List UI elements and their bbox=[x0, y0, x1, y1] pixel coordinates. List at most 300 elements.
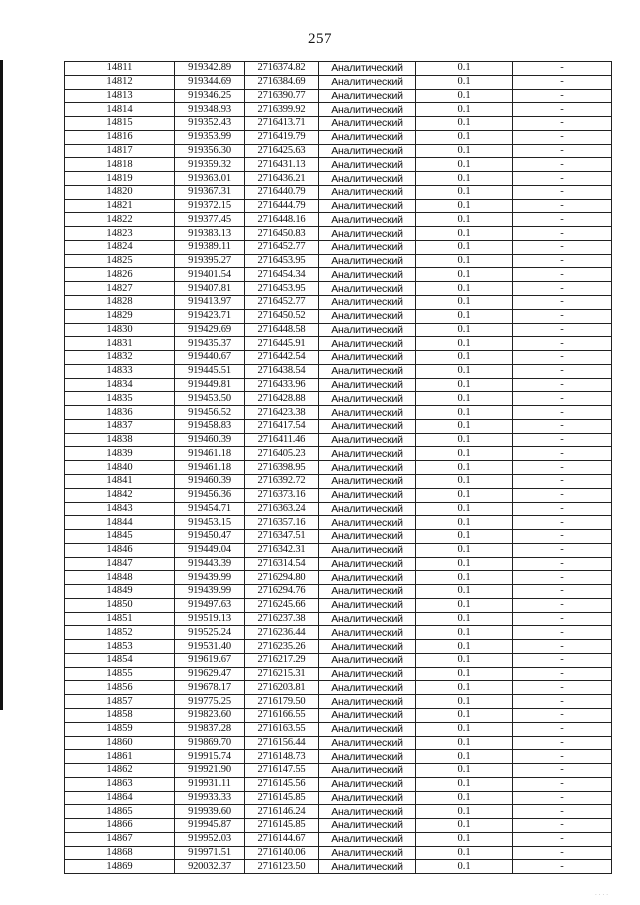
point-number-cell: 14855 bbox=[65, 667, 175, 681]
x-coordinate-cell: 919439.99 bbox=[175, 571, 245, 585]
note-cell: - bbox=[513, 846, 612, 860]
accuracy-cell: 0.1 bbox=[416, 681, 513, 695]
note-cell: - bbox=[513, 736, 612, 750]
y-coordinate-cell: 2716419.79 bbox=[245, 130, 319, 144]
table-row bbox=[65, 268, 612, 282]
note-cell: - bbox=[513, 722, 612, 736]
y-coordinate-cell: 2716163.55 bbox=[245, 722, 319, 736]
y-coordinate-cell: 2716453.95 bbox=[245, 282, 319, 296]
point-number-cell: 14867 bbox=[65, 832, 175, 846]
y-coordinate-cell: 2716215.31 bbox=[245, 667, 319, 681]
x-coordinate-cell: 919352.43 bbox=[175, 117, 245, 131]
method-cell: Аналитический bbox=[319, 695, 416, 709]
table-row bbox=[65, 282, 612, 296]
method-cell: Аналитический bbox=[319, 750, 416, 764]
note-cell: - bbox=[513, 240, 612, 254]
x-coordinate-cell: 919971.51 bbox=[175, 846, 245, 860]
note-cell: - bbox=[513, 130, 612, 144]
method-cell: Аналитический bbox=[319, 419, 416, 433]
y-coordinate-cell: 2716433.96 bbox=[245, 378, 319, 392]
x-coordinate-cell: 919348.93 bbox=[175, 103, 245, 117]
point-number-cell: 14849 bbox=[65, 585, 175, 599]
note-cell: - bbox=[513, 860, 612, 874]
method-cell: Аналитический bbox=[319, 268, 416, 282]
x-coordinate-cell: 919497.63 bbox=[175, 598, 245, 612]
table-row bbox=[65, 213, 612, 227]
table-row bbox=[65, 612, 612, 626]
table-row bbox=[65, 805, 612, 819]
point-number-cell: 14840 bbox=[65, 461, 175, 475]
table-row bbox=[65, 447, 612, 461]
table-row bbox=[65, 667, 612, 681]
method-cell: Аналитический bbox=[319, 832, 416, 846]
x-coordinate-cell: 919449.81 bbox=[175, 378, 245, 392]
x-coordinate-cell: 919383.13 bbox=[175, 227, 245, 241]
method-cell: Аналитический bbox=[319, 323, 416, 337]
table-row bbox=[65, 158, 612, 172]
note-cell: - bbox=[513, 488, 612, 502]
note-cell: - bbox=[513, 474, 612, 488]
y-coordinate-cell: 2716347.51 bbox=[245, 530, 319, 544]
x-coordinate-cell: 919353.99 bbox=[175, 130, 245, 144]
footer-mark: .... bbox=[595, 889, 610, 897]
table-row bbox=[65, 351, 612, 365]
accuracy-cell: 0.1 bbox=[416, 213, 513, 227]
y-coordinate-cell: 2716357.16 bbox=[245, 516, 319, 530]
note-cell: - bbox=[513, 227, 612, 241]
x-coordinate-cell: 919458.83 bbox=[175, 419, 245, 433]
method-cell: Аналитический bbox=[319, 185, 416, 199]
point-number-cell: 14856 bbox=[65, 681, 175, 695]
coordinates-table bbox=[64, 61, 612, 874]
x-coordinate-cell: 919439.99 bbox=[175, 585, 245, 599]
accuracy-cell: 0.1 bbox=[416, 296, 513, 310]
point-number-cell: 14833 bbox=[65, 364, 175, 378]
x-coordinate-cell: 919619.67 bbox=[175, 653, 245, 667]
accuracy-cell: 0.1 bbox=[416, 378, 513, 392]
accuracy-cell: 0.1 bbox=[416, 502, 513, 516]
table-row bbox=[65, 750, 612, 764]
method-cell: Аналитический bbox=[319, 296, 416, 310]
accuracy-cell: 0.1 bbox=[416, 419, 513, 433]
y-coordinate-cell: 2716123.50 bbox=[245, 860, 319, 874]
x-coordinate-cell: 919443.39 bbox=[175, 557, 245, 571]
accuracy-cell: 0.1 bbox=[416, 158, 513, 172]
note-cell: - bbox=[513, 571, 612, 585]
method-cell: Аналитический bbox=[319, 461, 416, 475]
method-cell: Аналитический bbox=[319, 144, 416, 158]
table-row bbox=[65, 571, 612, 585]
y-coordinate-cell: 2716448.58 bbox=[245, 323, 319, 337]
note-cell: - bbox=[513, 282, 612, 296]
table-row bbox=[65, 832, 612, 846]
y-coordinate-cell: 2716453.95 bbox=[245, 254, 319, 268]
y-coordinate-cell: 2716236.44 bbox=[245, 626, 319, 640]
method-cell: Аналитический bbox=[319, 516, 416, 530]
accuracy-cell: 0.1 bbox=[416, 103, 513, 117]
y-coordinate-cell: 2716363.24 bbox=[245, 502, 319, 516]
note-cell: - bbox=[513, 144, 612, 158]
accuracy-cell: 0.1 bbox=[416, 832, 513, 846]
accuracy-cell: 0.1 bbox=[416, 130, 513, 144]
point-number-cell: 14844 bbox=[65, 516, 175, 530]
table-row bbox=[65, 254, 612, 268]
x-coordinate-cell: 919407.81 bbox=[175, 282, 245, 296]
x-coordinate-cell: 919933.33 bbox=[175, 791, 245, 805]
table-row bbox=[65, 764, 612, 778]
method-cell: Аналитический bbox=[319, 571, 416, 585]
accuracy-cell: 0.1 bbox=[416, 75, 513, 89]
method-cell: Аналитический bbox=[319, 805, 416, 819]
table-row bbox=[65, 791, 612, 805]
note-cell: - bbox=[513, 516, 612, 530]
accuracy-cell: 0.1 bbox=[416, 612, 513, 626]
y-coordinate-cell: 2716145.85 bbox=[245, 791, 319, 805]
accuracy-cell: 0.1 bbox=[416, 543, 513, 557]
y-coordinate-cell: 2716166.55 bbox=[245, 708, 319, 722]
y-coordinate-cell: 2716235.26 bbox=[245, 640, 319, 654]
method-cell: Аналитический bbox=[319, 378, 416, 392]
note-cell: - bbox=[513, 158, 612, 172]
x-coordinate-cell: 919377.45 bbox=[175, 213, 245, 227]
table-row bbox=[65, 199, 612, 213]
table-row bbox=[65, 640, 612, 654]
accuracy-cell: 0.1 bbox=[416, 474, 513, 488]
y-coordinate-cell: 2716140.06 bbox=[245, 846, 319, 860]
point-number-cell: 14865 bbox=[65, 805, 175, 819]
y-coordinate-cell: 2716384.69 bbox=[245, 75, 319, 89]
point-number-cell: 14843 bbox=[65, 502, 175, 516]
method-cell: Аналитический bbox=[319, 447, 416, 461]
y-coordinate-cell: 2716444.79 bbox=[245, 199, 319, 213]
method-cell: Аналитический bbox=[319, 846, 416, 860]
y-coordinate-cell: 2716413.71 bbox=[245, 117, 319, 131]
y-coordinate-cell: 2716373.16 bbox=[245, 488, 319, 502]
table-row bbox=[65, 530, 612, 544]
table-row bbox=[65, 103, 612, 117]
method-cell: Аналитический bbox=[319, 474, 416, 488]
note-cell: - bbox=[513, 777, 612, 791]
accuracy-cell: 0.1 bbox=[416, 227, 513, 241]
table-row bbox=[65, 516, 612, 530]
point-number-cell: 14859 bbox=[65, 722, 175, 736]
note-cell: - bbox=[513, 530, 612, 544]
accuracy-cell: 0.1 bbox=[416, 392, 513, 406]
x-coordinate-cell: 919952.03 bbox=[175, 832, 245, 846]
accuracy-cell: 0.1 bbox=[416, 791, 513, 805]
note-cell: - bbox=[513, 378, 612, 392]
point-number-cell: 14861 bbox=[65, 750, 175, 764]
y-coordinate-cell: 2716436.21 bbox=[245, 172, 319, 186]
y-coordinate-cell: 2716342.31 bbox=[245, 543, 319, 557]
table-row bbox=[65, 708, 612, 722]
point-number-cell: 14862 bbox=[65, 764, 175, 778]
x-coordinate-cell: 919823.60 bbox=[175, 708, 245, 722]
accuracy-cell: 0.1 bbox=[416, 530, 513, 544]
method-cell: Аналитический bbox=[319, 240, 416, 254]
table-row bbox=[65, 364, 612, 378]
table-row bbox=[65, 846, 612, 860]
method-cell: Аналитический bbox=[319, 640, 416, 654]
method-cell: Аналитический bbox=[319, 351, 416, 365]
method-cell: Аналитический bbox=[319, 158, 416, 172]
y-coordinate-cell: 2716156.44 bbox=[245, 736, 319, 750]
table-row bbox=[65, 130, 612, 144]
x-coordinate-cell: 919356.30 bbox=[175, 144, 245, 158]
table-row bbox=[65, 144, 612, 158]
note-cell: - bbox=[513, 832, 612, 846]
accuracy-cell: 0.1 bbox=[416, 805, 513, 819]
method-cell: Аналитический bbox=[319, 860, 416, 874]
method-cell: Аналитический bbox=[319, 172, 416, 186]
table-row bbox=[65, 598, 612, 612]
x-coordinate-cell: 919435.37 bbox=[175, 337, 245, 351]
note-cell: - bbox=[513, 695, 612, 709]
method-cell: Аналитический bbox=[319, 585, 416, 599]
table-row bbox=[65, 461, 612, 475]
accuracy-cell: 0.1 bbox=[416, 254, 513, 268]
point-number-cell: 14864 bbox=[65, 791, 175, 805]
x-coordinate-cell: 919525.24 bbox=[175, 626, 245, 640]
x-coordinate-cell: 919837.28 bbox=[175, 722, 245, 736]
accuracy-cell: 0.1 bbox=[416, 309, 513, 323]
y-coordinate-cell: 2716294.80 bbox=[245, 571, 319, 585]
point-number-cell: 14818 bbox=[65, 158, 175, 172]
table-row bbox=[65, 337, 612, 351]
method-cell: Аналитический bbox=[319, 764, 416, 778]
table-row bbox=[65, 62, 612, 76]
x-coordinate-cell: 919678.17 bbox=[175, 681, 245, 695]
note-cell: - bbox=[513, 337, 612, 351]
point-number-cell: 14832 bbox=[65, 351, 175, 365]
table-row bbox=[65, 502, 612, 516]
x-coordinate-cell: 919342.89 bbox=[175, 62, 245, 76]
accuracy-cell: 0.1 bbox=[416, 323, 513, 337]
note-cell: - bbox=[513, 309, 612, 323]
table-row bbox=[65, 323, 612, 337]
method-cell: Аналитический bbox=[319, 626, 416, 640]
y-coordinate-cell: 2716144.67 bbox=[245, 832, 319, 846]
method-cell: Аналитический bbox=[319, 103, 416, 117]
y-coordinate-cell: 2716405.23 bbox=[245, 447, 319, 461]
table-row bbox=[65, 695, 612, 709]
table-row bbox=[65, 89, 612, 103]
point-number-cell: 14826 bbox=[65, 268, 175, 282]
note-cell: - bbox=[513, 708, 612, 722]
y-coordinate-cell: 2716423.38 bbox=[245, 406, 319, 420]
accuracy-cell: 0.1 bbox=[416, 557, 513, 571]
x-coordinate-cell: 919531.40 bbox=[175, 640, 245, 654]
y-coordinate-cell: 2716411.46 bbox=[245, 433, 319, 447]
note-cell: - bbox=[513, 667, 612, 681]
point-number-cell: 14837 bbox=[65, 419, 175, 433]
x-coordinate-cell: 919401.54 bbox=[175, 268, 245, 282]
table-row bbox=[65, 653, 612, 667]
method-cell: Аналитический bbox=[319, 543, 416, 557]
x-coordinate-cell: 919359.32 bbox=[175, 158, 245, 172]
y-coordinate-cell: 2716146.24 bbox=[245, 805, 319, 819]
table-row bbox=[65, 681, 612, 695]
accuracy-cell: 0.1 bbox=[416, 571, 513, 585]
note-cell: - bbox=[513, 598, 612, 612]
accuracy-cell: 0.1 bbox=[416, 185, 513, 199]
table-row bbox=[65, 736, 612, 750]
method-cell: Аналитический bbox=[319, 75, 416, 89]
method-cell: Аналитический bbox=[319, 199, 416, 213]
point-number-cell: 14850 bbox=[65, 598, 175, 612]
method-cell: Аналитический bbox=[319, 736, 416, 750]
note-cell: - bbox=[513, 543, 612, 557]
point-number-cell: 14812 bbox=[65, 75, 175, 89]
point-number-cell: 14814 bbox=[65, 103, 175, 117]
note-cell: - bbox=[513, 653, 612, 667]
y-coordinate-cell: 2716442.54 bbox=[245, 351, 319, 365]
method-cell: Аналитический bbox=[319, 392, 416, 406]
accuracy-cell: 0.1 bbox=[416, 764, 513, 778]
note-cell: - bbox=[513, 117, 612, 131]
x-coordinate-cell: 919449.04 bbox=[175, 543, 245, 557]
x-coordinate-cell: 919372.15 bbox=[175, 199, 245, 213]
y-coordinate-cell: 2716398.95 bbox=[245, 461, 319, 475]
method-cell: Аналитический bbox=[319, 282, 416, 296]
accuracy-cell: 0.1 bbox=[416, 89, 513, 103]
method-cell: Аналитический bbox=[319, 667, 416, 681]
accuracy-cell: 0.1 bbox=[416, 117, 513, 131]
x-coordinate-cell: 919389.11 bbox=[175, 240, 245, 254]
point-number-cell: 14831 bbox=[65, 337, 175, 351]
point-number-cell: 14817 bbox=[65, 144, 175, 158]
accuracy-cell: 0.1 bbox=[416, 406, 513, 420]
accuracy-cell: 0.1 bbox=[416, 667, 513, 681]
y-coordinate-cell: 2716440.79 bbox=[245, 185, 319, 199]
method-cell: Аналитический bbox=[319, 309, 416, 323]
table-row bbox=[65, 392, 612, 406]
y-coordinate-cell: 2716417.54 bbox=[245, 419, 319, 433]
table-row bbox=[65, 585, 612, 599]
method-cell: Аналитический bbox=[319, 62, 416, 76]
note-cell: - bbox=[513, 640, 612, 654]
method-cell: Аналитический bbox=[319, 213, 416, 227]
table-row bbox=[65, 117, 612, 131]
x-coordinate-cell: 919456.36 bbox=[175, 488, 245, 502]
table-row bbox=[65, 557, 612, 571]
note-cell: - bbox=[513, 557, 612, 571]
x-coordinate-cell: 919344.69 bbox=[175, 75, 245, 89]
point-number-cell: 14854 bbox=[65, 653, 175, 667]
x-coordinate-cell: 919453.50 bbox=[175, 392, 245, 406]
y-coordinate-cell: 2716237.38 bbox=[245, 612, 319, 626]
point-number-cell: 14821 bbox=[65, 199, 175, 213]
table-row bbox=[65, 309, 612, 323]
accuracy-cell: 0.1 bbox=[416, 626, 513, 640]
y-coordinate-cell: 2716392.72 bbox=[245, 474, 319, 488]
accuracy-cell: 0.1 bbox=[416, 268, 513, 282]
x-coordinate-cell: 919346.25 bbox=[175, 89, 245, 103]
point-number-cell: 14841 bbox=[65, 474, 175, 488]
point-number-cell: 14848 bbox=[65, 571, 175, 585]
point-number-cell: 14869 bbox=[65, 860, 175, 874]
point-number-cell: 14811 bbox=[65, 62, 175, 76]
accuracy-cell: 0.1 bbox=[416, 144, 513, 158]
y-coordinate-cell: 2716145.56 bbox=[245, 777, 319, 791]
x-coordinate-cell: 919460.39 bbox=[175, 474, 245, 488]
x-coordinate-cell: 919939.60 bbox=[175, 805, 245, 819]
x-coordinate-cell: 919423.71 bbox=[175, 309, 245, 323]
note-cell: - bbox=[513, 296, 612, 310]
table-row bbox=[65, 296, 612, 310]
accuracy-cell: 0.1 bbox=[416, 433, 513, 447]
note-cell: - bbox=[513, 268, 612, 282]
point-number-cell: 14820 bbox=[65, 185, 175, 199]
table-row bbox=[65, 378, 612, 392]
method-cell: Аналитический bbox=[319, 337, 416, 351]
x-coordinate-cell: 919413.97 bbox=[175, 296, 245, 310]
point-number-cell: 14857 bbox=[65, 695, 175, 709]
note-cell: - bbox=[513, 406, 612, 420]
x-coordinate-cell: 919440.67 bbox=[175, 351, 245, 365]
point-number-cell: 14827 bbox=[65, 282, 175, 296]
x-coordinate-cell: 920032.37 bbox=[175, 860, 245, 874]
note-cell: - bbox=[513, 62, 612, 76]
x-coordinate-cell: 919915.74 bbox=[175, 750, 245, 764]
point-number-cell: 14853 bbox=[65, 640, 175, 654]
note-cell: - bbox=[513, 612, 612, 626]
accuracy-cell: 0.1 bbox=[416, 598, 513, 612]
accuracy-cell: 0.1 bbox=[416, 708, 513, 722]
method-cell: Аналитический bbox=[319, 502, 416, 516]
accuracy-cell: 0.1 bbox=[416, 585, 513, 599]
method-cell: Аналитический bbox=[319, 117, 416, 131]
x-coordinate-cell: 919519.13 bbox=[175, 612, 245, 626]
point-number-cell: 14868 bbox=[65, 846, 175, 860]
method-cell: Аналитический bbox=[319, 130, 416, 144]
point-number-cell: 14852 bbox=[65, 626, 175, 640]
point-number-cell: 14828 bbox=[65, 296, 175, 310]
note-cell: - bbox=[513, 447, 612, 461]
accuracy-cell: 0.1 bbox=[416, 695, 513, 709]
note-cell: - bbox=[513, 213, 612, 227]
y-coordinate-cell: 2716450.52 bbox=[245, 309, 319, 323]
method-cell: Аналитический bbox=[319, 557, 416, 571]
x-coordinate-cell: 919629.47 bbox=[175, 667, 245, 681]
x-coordinate-cell: 919945.87 bbox=[175, 819, 245, 833]
x-coordinate-cell: 919367.31 bbox=[175, 185, 245, 199]
point-number-cell: 14822 bbox=[65, 213, 175, 227]
accuracy-cell: 0.1 bbox=[416, 777, 513, 791]
point-number-cell: 14836 bbox=[65, 406, 175, 420]
y-coordinate-cell: 2716390.77 bbox=[245, 89, 319, 103]
note-cell: - bbox=[513, 89, 612, 103]
accuracy-cell: 0.1 bbox=[416, 172, 513, 186]
accuracy-cell: 0.1 bbox=[416, 282, 513, 296]
table-row bbox=[65, 185, 612, 199]
accuracy-cell: 0.1 bbox=[416, 736, 513, 750]
y-coordinate-cell: 2716452.77 bbox=[245, 240, 319, 254]
accuracy-cell: 0.1 bbox=[416, 722, 513, 736]
x-coordinate-cell: 919869.70 bbox=[175, 736, 245, 750]
note-cell: - bbox=[513, 199, 612, 213]
accuracy-cell: 0.1 bbox=[416, 199, 513, 213]
point-number-cell: 14863 bbox=[65, 777, 175, 791]
table-row bbox=[65, 75, 612, 89]
coordinates-table-body bbox=[65, 62, 612, 874]
y-coordinate-cell: 2716314.54 bbox=[245, 557, 319, 571]
point-number-cell: 14845 bbox=[65, 530, 175, 544]
y-coordinate-cell: 2716217.29 bbox=[245, 653, 319, 667]
y-coordinate-cell: 2716147.55 bbox=[245, 764, 319, 778]
table-row bbox=[65, 543, 612, 557]
point-number-cell: 14824 bbox=[65, 240, 175, 254]
